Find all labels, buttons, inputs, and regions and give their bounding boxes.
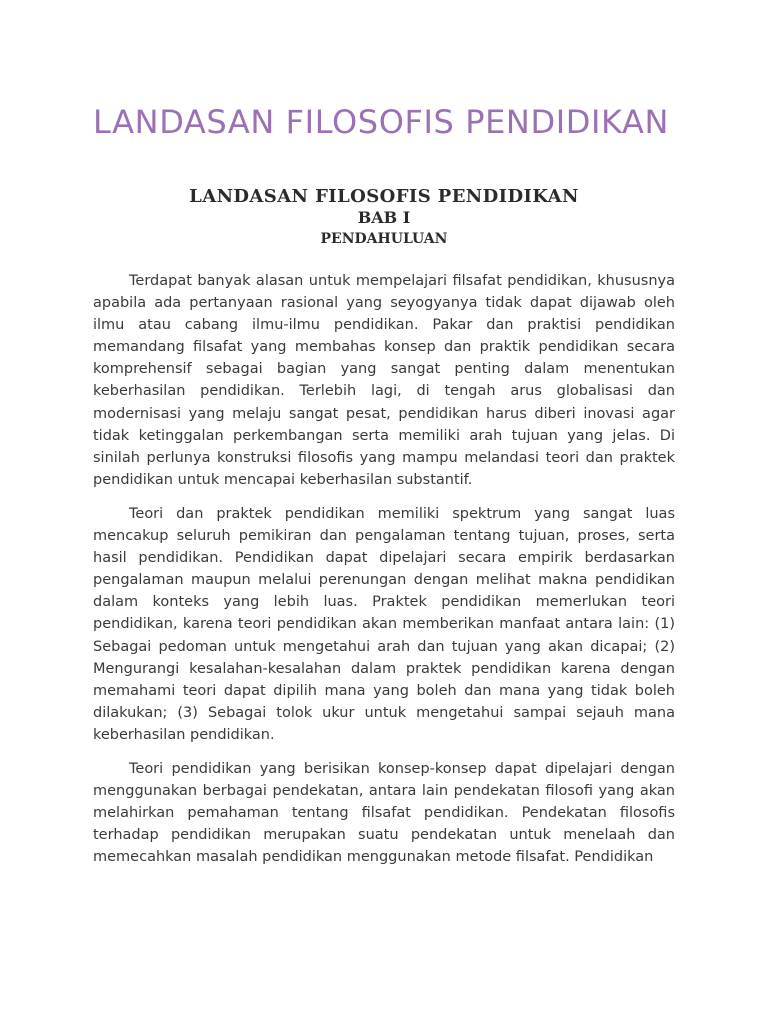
chapter-headings — [93, 186, 675, 248]
section-heading: PENDAHULUAN — [320, 231, 448, 247]
paragraph: Teori pendidikan yang berisikan konsep-konsep dapat dipelajari dengan menggunakan berbagai pendekatan, antara lain pendekatan filosofi yang akan melahirkan pemahaman tentang filsafat pendidikan. Pendekatan filosofis terhadap pendidikan merupakan suatu pendekatan untuk menelaah dan memecahkan masalah pendidikan menggunakan metode filsafat. Pendidikan — [93, 760, 675, 866]
document-title: LANDASAN FILOSOFIS PENDIDIKAN — [93, 103, 670, 141]
body-text — [93, 270, 675, 868]
chapter-heading: BAB I — [357, 208, 411, 227]
paragraph: Teori dan praktek pendidikan memiliki spektrum yang sangat luas mencakup seluruh pemikiran dan pengalaman tentang tujuan, proses, serta hasil pendidikan. Pendidikan dapat dipelajari secara empirik berdasarkan pengalaman maupun melalui perenungan dengan melihat makna pendidikan dalam konteks yang lebih luas. Praktek pendidikan memerlukan teori pendidikan, karena teori pendidikan akan memberikan manfaat antara lain: (1) Sebagai pedoman untuk mengetahui arah dan tujuan yang akan dicapai; (2) Mengurangi kesalahan-kesalahan dalam praktek pendidikan karena dengan memahami teori dapat dipilih mana yang boleh dan mana yang tidak boleh dilakukan; (3) Sebagai tolok ukur untuk mengetahui sampai sejauh mana keberhasilan pendidikan. — [93, 505, 675, 743]
paragraph: Terdapat banyak alasan untuk mempelajari filsafat pendidikan, khususnya apabila ada pertanyaan rasional yang seyogyanya tidak dapat dijawab oleh ilmu atau cabang ilmu-ilmu pendidikan. Pakar dan praktisi pendidikan memandang filsafat yang membahas konsep dan praktik pendidikan secara komprehensif sebagai bagian yang sangat penting dalam menentukan keberhasilan pendidikan. Terlebih lagi, di tengah arus globalisasi dan modernisasi yang melaju sangat pesat, pendidikan harus diberi inovasi agar tidak ketinggalan perkembangan serta memiliki arah tujuan yang jelas. Di sinilah perlunya konstruksi filosofis yang mampu melandasi teori dan praktek pendidikan untuk mencapai keberhasilan substantif. — [93, 273, 675, 488]
main-heading: LANDASAN FILOSOFIS PENDIDIKAN — [189, 186, 579, 207]
